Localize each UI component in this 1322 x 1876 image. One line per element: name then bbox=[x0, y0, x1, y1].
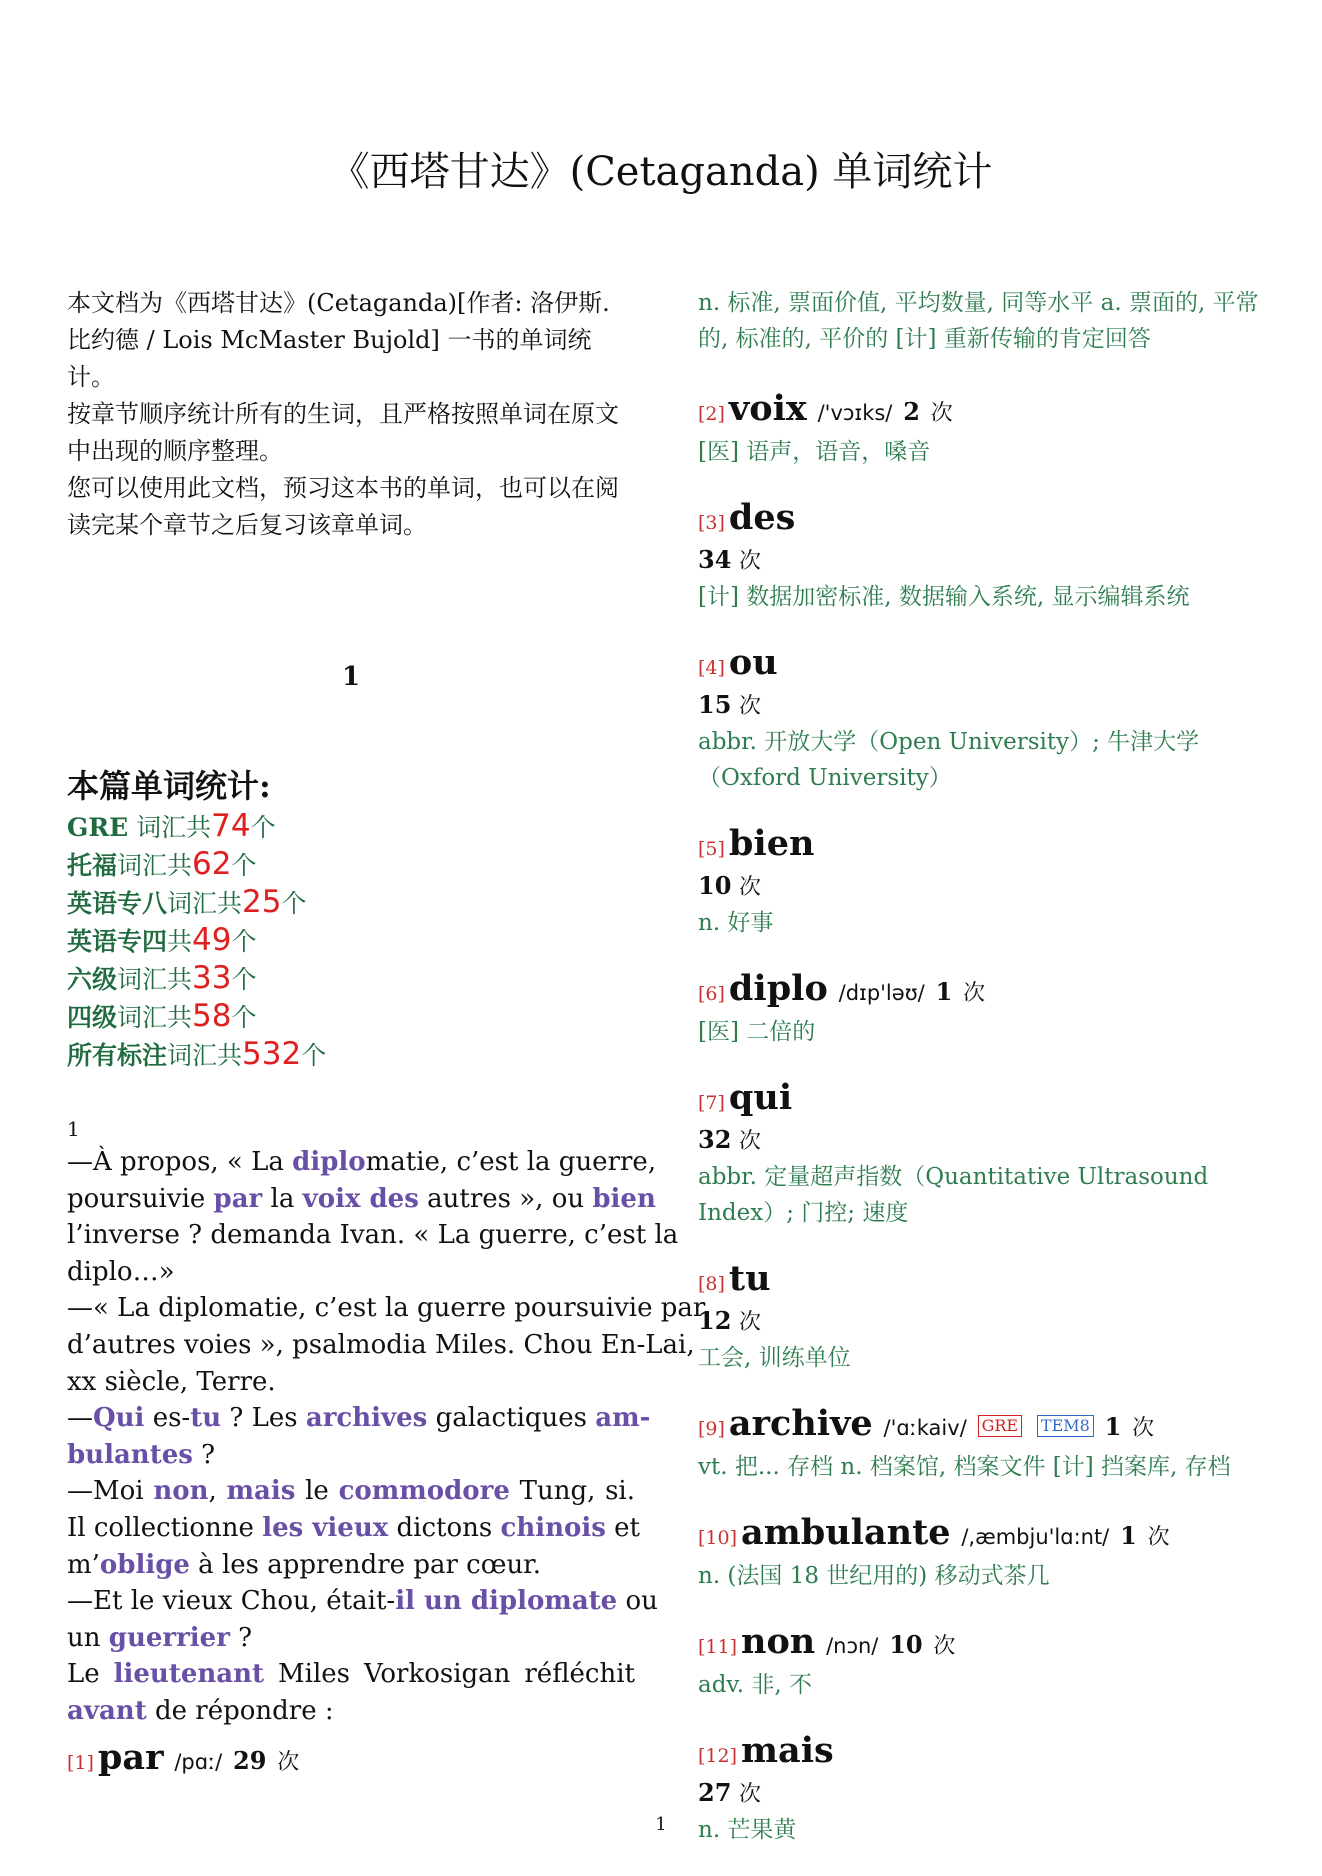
stat-count: 33 bbox=[192, 960, 232, 996]
stat-label-suffix: 词汇共 bbox=[167, 1041, 243, 1070]
entry-count-unit: 次 bbox=[739, 1782, 762, 1807]
intro-paragraph-3: 您可以使用此文档，预习这本书的单词，也可以在阅读完某个章节之后复习该章单词。 bbox=[67, 474, 619, 539]
entry-head bbox=[698, 1622, 1268, 1667]
document-title: 《西塔甘达》(Cetaganda) 单词统计 bbox=[329, 149, 993, 195]
entry-definition: n. (法国 18 世纪用的) 移动式茶几 bbox=[698, 1563, 1050, 1589]
passage-line: bulantes ? bbox=[67, 1439, 216, 1470]
highlighted-word: voix des bbox=[302, 1183, 419, 1214]
entry-count-unit: 次 bbox=[1147, 1525, 1170, 1550]
stat-label: GRE bbox=[67, 813, 129, 842]
stat-unit: 个 bbox=[231, 927, 257, 956]
passage-line: —Moi non, mais le commodore Tung, si. bbox=[67, 1476, 636, 1507]
stat-line bbox=[67, 1036, 635, 1074]
entry-head bbox=[698, 1404, 1268, 1449]
passage-line: Il collectionne les vieux dictons chinois et bbox=[67, 1512, 640, 1543]
intro-paragraph-1: 本文档为《西塔甘达》(Cetaganda)[作者: 洛伊斯. 比约德 / Lois McMaster Bujold] 一书的单词统计。 bbox=[67, 289, 610, 391]
entry-count-unit: 次 bbox=[1132, 1416, 1155, 1441]
highlighted-word: par bbox=[213, 1183, 263, 1214]
intro-paragraph-2: 按章节顺序统计所有的生词，且严格按照单词在原文中出现的顺序整理。 bbox=[67, 400, 619, 465]
entry-definition: 工会, 训练单位 bbox=[698, 1345, 851, 1371]
stat-label-suffix: 共 bbox=[167, 927, 193, 956]
vocab-entry bbox=[698, 824, 1268, 941]
entry-word: mais bbox=[741, 1730, 834, 1771]
vocab-entry bbox=[698, 389, 1268, 470]
left-column bbox=[67, 285, 706, 1730]
stat-label-suffix: 词汇共 bbox=[128, 813, 212, 842]
entry-head bbox=[698, 824, 1268, 869]
highlighted-word: les vieux bbox=[262, 1512, 389, 1543]
entry-count-unit: 次 bbox=[739, 1310, 762, 1335]
passage-line: —« La diplomatie, c’est la guerre poursuivie par bbox=[67, 1293, 706, 1324]
entry-head bbox=[698, 1078, 1268, 1123]
entry-definition-continued: n. 标准, 票面价值, 平均数量, 同等水平 a. 票面的, 平常的, 标准的, 平价的 [计] 重新传输的肯定回答 bbox=[698, 290, 1259, 352]
stat-label: 托福 bbox=[67, 851, 118, 880]
entry-count-line bbox=[698, 1123, 1268, 1159]
entry-definition: [医] 二倍的 bbox=[698, 1019, 816, 1045]
entry-definition: adv. 非, 不 bbox=[698, 1672, 812, 1698]
vocab-entry bbox=[698, 498, 1268, 615]
stat-label: 所有标注 bbox=[67, 1041, 168, 1070]
entry-head bbox=[698, 643, 1268, 688]
entry-word: archive bbox=[728, 1403, 873, 1444]
vocab-entry bbox=[698, 969, 1268, 1050]
vocab-entry bbox=[698, 1078, 1268, 1231]
highlighted-word: am- bbox=[595, 1403, 651, 1434]
entry-count: 34 bbox=[698, 545, 732, 574]
stat-unit: 个 bbox=[231, 851, 257, 880]
entry-head bbox=[698, 969, 1268, 1014]
entry-count-unit: 次 bbox=[739, 694, 762, 719]
stat-unit: 个 bbox=[231, 965, 257, 994]
entry-word: tu bbox=[728, 1258, 771, 1299]
highlighted-word: Qui bbox=[93, 1403, 145, 1434]
stat-line bbox=[67, 998, 635, 1036]
intro bbox=[67, 285, 635, 544]
entry-phonetic: /'ɑːkaiv/ bbox=[883, 1416, 967, 1440]
stat-unit: 个 bbox=[250, 813, 276, 842]
stat-label-suffix: 词汇共 bbox=[117, 1003, 193, 1032]
stat-unit: 个 bbox=[231, 1003, 257, 1032]
highlighted-word: diplo bbox=[292, 1147, 366, 1177]
passage-line: l’inverse ? demanda Ivan. « La guerre, c’est la bbox=[67, 1220, 679, 1251]
entry-index: [7] bbox=[698, 1092, 725, 1114]
entry-index: [10] bbox=[698, 1527, 738, 1549]
entry-word: par bbox=[97, 1737, 164, 1778]
entry-definition: n. 芒果黄 bbox=[698, 1817, 797, 1843]
entry-phonetic: /pɑː/ bbox=[174, 1750, 223, 1774]
stat-label: 英语专四 bbox=[67, 927, 168, 956]
entry-count: 15 bbox=[698, 690, 732, 719]
highlighted-word: tu bbox=[190, 1403, 222, 1434]
entry-word: voix bbox=[728, 388, 807, 429]
stat-line bbox=[67, 922, 635, 960]
entry-count-unit: 次 bbox=[933, 1634, 956, 1659]
entry-phonetic: /nɔn/ bbox=[826, 1634, 879, 1658]
passage-line: avant de répondre : bbox=[67, 1695, 334, 1726]
vocab-entry bbox=[698, 1513, 1268, 1594]
entry-index: [12] bbox=[698, 1745, 738, 1767]
highlighted-word: archives bbox=[305, 1403, 428, 1434]
entry-definition: abbr. 开放大学（Open University）; 牛津大学（Oxford University） bbox=[698, 729, 1200, 791]
stat-count: 62 bbox=[192, 846, 232, 882]
entry-count: 32 bbox=[698, 1125, 732, 1154]
stat-label: 英语专八 bbox=[67, 889, 168, 918]
right-column bbox=[698, 285, 1268, 1876]
stat-count: 74 bbox=[211, 808, 251, 844]
stat-unit: 个 bbox=[281, 889, 307, 918]
entry-index: [11] bbox=[698, 1636, 738, 1658]
entry-count-line bbox=[698, 688, 1268, 724]
entry-count: 10 bbox=[889, 1630, 923, 1659]
stat-count: 58 bbox=[192, 998, 232, 1034]
stat-line bbox=[67, 808, 635, 846]
stat-label-suffix: 词汇共 bbox=[167, 889, 243, 918]
entry-count-line bbox=[698, 1304, 1268, 1340]
entry-index: [5] bbox=[698, 838, 725, 860]
highlighted-word: non bbox=[153, 1476, 209, 1507]
entry-word: bien bbox=[728, 823, 815, 864]
stat-line bbox=[67, 884, 635, 922]
entry-index: [1] bbox=[67, 1752, 94, 1774]
stats-title: 本篇单词统计: bbox=[67, 767, 271, 805]
entry-count: 27 bbox=[698, 1778, 732, 1807]
entry-count-unit: 次 bbox=[930, 401, 953, 426]
stat-label-suffix: 词汇共 bbox=[117, 965, 193, 994]
entry-phonetic: /,æmbju'lɑ:nt/ bbox=[961, 1525, 1110, 1549]
entry-count-line bbox=[698, 869, 1268, 905]
stat-count: 25 bbox=[242, 884, 282, 920]
entry-definition: vt. 把... 存档 n. 档案馆, 档案文件 [计] 挡案库, 存档 bbox=[698, 1454, 1231, 1480]
entry-count-line bbox=[698, 1776, 1268, 1812]
entry-count: 12 bbox=[698, 1306, 732, 1335]
page-number: 1 bbox=[655, 1814, 667, 1835]
passage-line: un guerrier ? bbox=[67, 1622, 253, 1653]
entry-head bbox=[67, 1738, 299, 1783]
entry-head bbox=[698, 389, 1268, 434]
passage-line: d’autres voies », psalmodia Miles. Chou En-Lai, bbox=[67, 1329, 695, 1360]
stats-list bbox=[67, 808, 635, 1074]
entry-count: 1 bbox=[935, 977, 953, 1006]
entry-word: diplo bbox=[728, 968, 828, 1009]
entry-definition: [医] 语声，语音，嗓音 bbox=[698, 439, 931, 465]
vocab-entry bbox=[698, 643, 1268, 796]
highlighted-word: oblige bbox=[99, 1549, 190, 1580]
chapter-heading: 1 bbox=[341, 662, 361, 692]
entry-phonetic: /dɪp'ləʊ/ bbox=[838, 981, 925, 1005]
highlighted-word: avant bbox=[67, 1695, 147, 1726]
highlighted-word: il un diplomate bbox=[395, 1586, 618, 1617]
stat-label: 六级 bbox=[67, 965, 118, 994]
vocab-entry bbox=[698, 1622, 1268, 1703]
passage-line: —Qui es-tu ? Les archives galactiques am- bbox=[67, 1403, 651, 1434]
highlighted-word: bulantes bbox=[67, 1439, 193, 1470]
vocab-entry bbox=[698, 1259, 1268, 1376]
entry-index: [2] bbox=[698, 403, 725, 425]
highlighted-word: chinois bbox=[500, 1512, 606, 1543]
passage-text bbox=[67, 1144, 706, 1730]
tag-badge-tem8: TEM8 bbox=[1037, 1415, 1094, 1437]
entry-count: 2 bbox=[903, 397, 920, 426]
tag-badge-gre: GRE bbox=[978, 1415, 1023, 1437]
entry-head bbox=[698, 498, 1268, 543]
stat-count: 49 bbox=[192, 922, 232, 958]
stat-line bbox=[67, 960, 635, 998]
stat-unit: 个 bbox=[301, 1041, 327, 1070]
passage-number: 1 bbox=[67, 1117, 80, 1141]
entry-count-unit: 次 bbox=[739, 549, 762, 574]
passage-line: Le lieutenant Miles Vorkosigan réfléchit bbox=[67, 1659, 635, 1690]
entry-count: 10 bbox=[698, 871, 732, 900]
passage-line: m’oblige à les apprendre par cœur. bbox=[67, 1549, 542, 1580]
entry-count-unit: 次 bbox=[739, 1129, 762, 1154]
entry-word: qui bbox=[728, 1077, 793, 1118]
stat-label: 四级 bbox=[67, 1003, 118, 1032]
entry-index: [3] bbox=[698, 512, 725, 534]
passage-line: —Et le vieux Chou, était-il un diplomate ou bbox=[67, 1586, 658, 1617]
entry-index: [9] bbox=[698, 1418, 725, 1440]
stat-line bbox=[67, 846, 635, 884]
entry-definition: abbr. 定量超声指数（Quantitative Ultrasound Index）; 门控; 速度 bbox=[698, 1164, 1209, 1226]
passage-line: —À propos, « La diplomatie, c’est la guerre, bbox=[67, 1147, 657, 1177]
entry-index: [8] bbox=[698, 1273, 725, 1295]
passage-line: diplo…» bbox=[67, 1256, 175, 1287]
entry-definition: [计] 数据加密标准, 数据输入系统, 显示编辑系统 bbox=[698, 584, 1190, 610]
entry-word: des bbox=[728, 497, 796, 538]
entry-index: [4] bbox=[698, 657, 725, 679]
entry-head bbox=[698, 1259, 1268, 1304]
entry-word: ambulante bbox=[741, 1512, 951, 1553]
entry-word: ou bbox=[728, 642, 778, 683]
highlighted-word: lieutenant bbox=[113, 1659, 265, 1690]
vocab-entry bbox=[67, 1738, 299, 1783]
entry-head bbox=[698, 1513, 1268, 1558]
highlighted-word: mais bbox=[226, 1476, 296, 1507]
entry-head bbox=[698, 1731, 1268, 1776]
highlighted-word: bien bbox=[592, 1183, 656, 1214]
entry-count: 1 bbox=[1120, 1521, 1137, 1550]
entry-index: [6] bbox=[698, 983, 725, 1005]
highlighted-word: guerrier bbox=[108, 1622, 230, 1653]
vocab-entry bbox=[698, 1404, 1268, 1485]
entry-count-line bbox=[698, 543, 1268, 579]
highlighted-word: commodore bbox=[338, 1476, 510, 1507]
entry-count-unit: 次 bbox=[739, 875, 762, 900]
passage-line: poursuivie par la voix des autres », ou bien bbox=[67, 1183, 656, 1214]
stat-label-suffix: 词汇共 bbox=[117, 851, 193, 880]
entry-count-unit: 次 bbox=[277, 1750, 300, 1775]
stat-count: 532 bbox=[242, 1036, 302, 1072]
entry-word: non bbox=[741, 1621, 816, 1662]
entry-count: 29 bbox=[233, 1746, 267, 1775]
entry-count: 1 bbox=[1104, 1412, 1122, 1441]
entry-definition: n. 好事 bbox=[698, 910, 774, 936]
entry-count-unit: 次 bbox=[963, 981, 986, 1006]
passage-line: xx siècle, Terre. bbox=[67, 1366, 276, 1397]
entry-phonetic: /'vɔɪks/ bbox=[817, 401, 893, 425]
